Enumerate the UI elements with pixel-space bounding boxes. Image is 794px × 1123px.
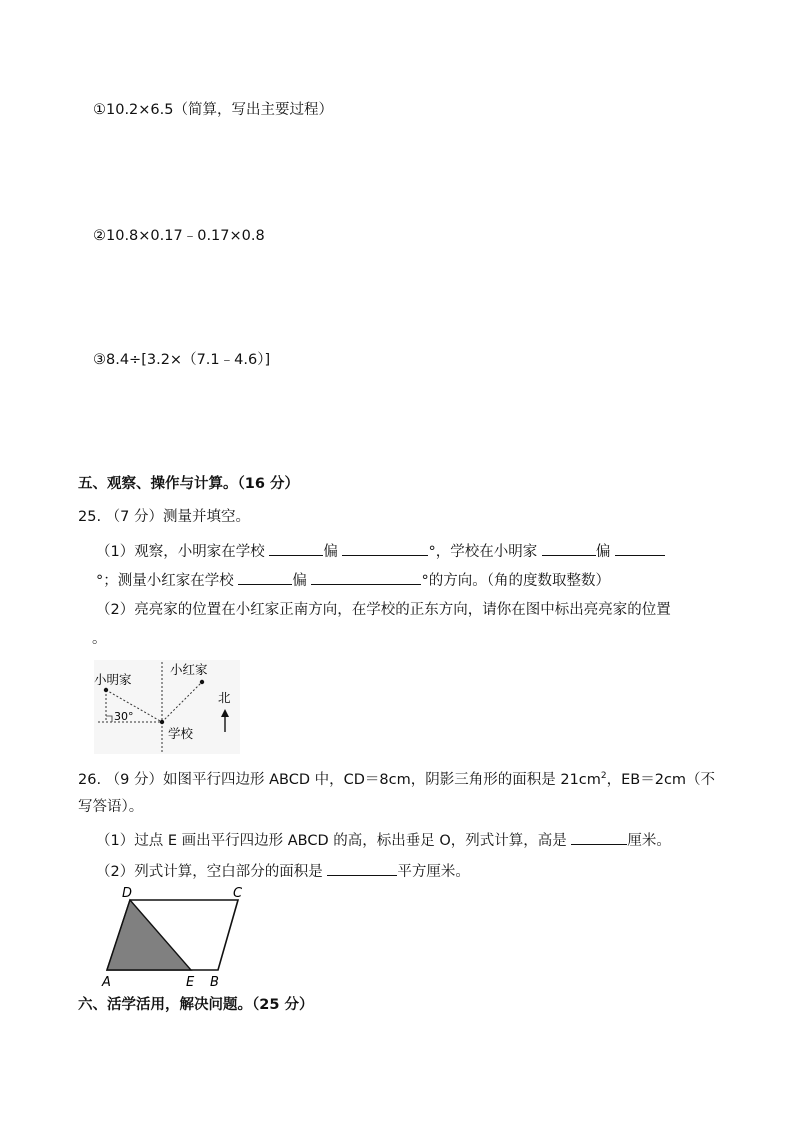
q25-part2-line1: （2）亮亮家的位置在小红家正南方向，在学校的正东方向，请你在图中标出亮亮家的位置 (96, 602, 671, 618)
q26-head-b: ，EB＝2cm（不 (606, 771, 716, 788)
section6-title: 六、活学活用，解决问题。（25 分） (78, 997, 314, 1013)
calc-item-3: ③8.4÷[3.2×（7.1﹣4.6）] (93, 352, 271, 368)
calc-item-2: ②10.8×0.17﹣0.17×0.8 (93, 228, 265, 244)
xiaohong-point (200, 680, 204, 684)
label-A: A (102, 975, 111, 990)
q26-part2 (96, 860, 470, 882)
q25-blank-5[interactable] (238, 569, 292, 585)
q25-text-b: 偏 (323, 544, 338, 560)
q26-blank-1[interactable] (571, 829, 627, 845)
q25-part2-line2: 。 (92, 631, 107, 647)
calc-item-1: ①10.2×6.5（简算，写出主要过程） (93, 102, 333, 118)
q25-part1-line2 (96, 569, 610, 591)
q25-blank-3[interactable] (542, 540, 596, 556)
label-xiaoming: 小明家 (94, 672, 132, 687)
label-B: B (210, 975, 219, 990)
q25-part1-line1 (96, 540, 665, 562)
q25-text-e: °；测量小红家在学校 (96, 573, 234, 589)
xiaoming-point (104, 688, 108, 692)
q25-text-c: °，学校在小明家 (428, 544, 538, 560)
q26-p2-text-b: 平方厘米。 (397, 864, 470, 880)
label-C: C (233, 886, 243, 901)
label-north: 北 (218, 690, 231, 705)
q26-part1 (96, 829, 671, 851)
q25-text-a: （1）观察，小明家在学校 (96, 544, 265, 560)
q26-head-line2: 写答语）。 (78, 799, 144, 815)
q26-p2-text-a: （2）列式计算，空白部分的面积是 (96, 864, 323, 880)
label-xiaohong: 小红家 (170, 662, 208, 677)
q26-blank-2[interactable] (327, 860, 397, 876)
label-angle: 30° (114, 710, 134, 723)
q25-blank-4[interactable] (615, 540, 665, 556)
q26-superscript: 2 (600, 771, 607, 781)
section5-title: 五、观察、操作与计算。（16 分） (78, 476, 299, 492)
q25-blank-2[interactable] (342, 540, 428, 556)
q25-text-f: 偏 (292, 573, 307, 589)
q26-p1-text-b: 厘米。 (627, 833, 671, 849)
label-D: D (122, 886, 133, 901)
label-E: E (186, 975, 195, 990)
school-point (160, 720, 164, 724)
map-figure (94, 660, 240, 754)
q25-blank-6[interactable] (311, 569, 421, 585)
q25-text-g: °的方向。（角的度数取整数） (421, 573, 610, 589)
q26-p1-text-a: （1）过点 E 画出平行四边形 ABCD 的高，标出垂足 O，列式计算，高是 (96, 833, 567, 849)
q25-head: 25. （7 分）测量并填空。 (78, 509, 251, 525)
q25-blank-1[interactable] (269, 540, 323, 556)
label-school: 学校 (168, 726, 194, 741)
q26-head-line1 (78, 766, 715, 790)
parallelogram-figure (94, 884, 254, 990)
q26-head-a: 26. （9 分）如图平行四边形 ABCD 中，CD＝8cm，阴影三角形的面积是 21cm (78, 771, 601, 788)
q25-text-d: 偏 (595, 544, 611, 560)
